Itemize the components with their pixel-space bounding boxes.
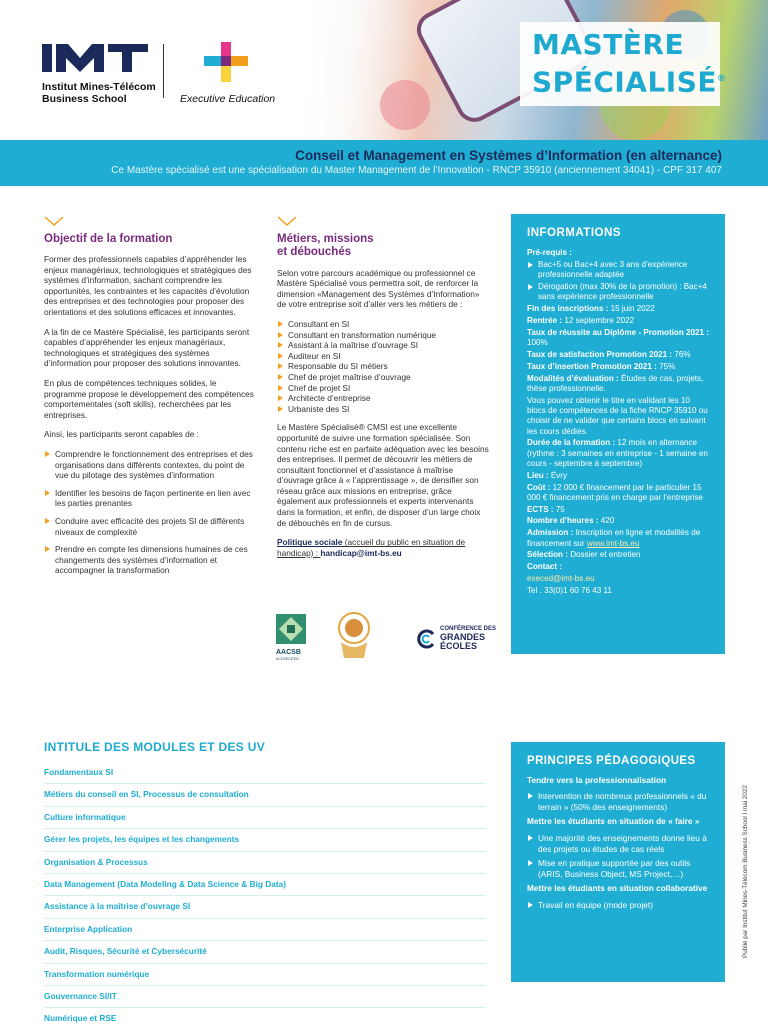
fin-inscriptions: Fin des inscriptions : 15 juin 2022 — [527, 304, 655, 314]
title-line2: SPÉCIALISÉ® — [532, 65, 727, 99]
prerequis-label: Pré-requis : — [527, 248, 572, 258]
rentree: Rentrée : 12 septembre 2022 — [527, 316, 635, 326]
modalites-evaluation: Modalités d’évaluation : Études de cas, projets, thèse professionnelle. — [527, 373, 704, 393]
objectif-list — [44, 449, 258, 576]
list-item: Chef de projet maîtrise d’ouvrage — [277, 372, 489, 383]
executive-education-icon — [204, 42, 248, 82]
principes-list-2 — [527, 833, 709, 879]
objectif-paragraph-4: Ainsi, les participants seront capables de : — [44, 429, 199, 440]
metiers-section — [277, 216, 489, 567]
module-row: Gouvernance SI/IT — [44, 986, 486, 1008]
aacsb-logo: AACSB ACCREDITED — [276, 614, 306, 660]
duree-formation: Durée de la formation : 12 mois en alternance (rythme : 3 semaines en entreprise - 1 semaine en cours - septembre à septembre) — [527, 438, 708, 468]
module-row: Fondamentaux SI — [44, 762, 486, 784]
contact-label: Contact : — [527, 562, 563, 572]
cge-logo: CONFÉRENCE DES GRANDES ÉCOLES — [416, 626, 496, 651]
module-row: Culture informatique — [44, 807, 486, 829]
list-item: Chef de projet SI — [277, 383, 489, 394]
list-item: Travail en équipe (mode projet) — [527, 900, 709, 911]
list-item: Responsable du SI métiers — [277, 361, 489, 372]
taux-reussite: Taux de réussite au Diplôme - Promotion 2021 : 100% — [527, 327, 710, 348]
program-type-title — [520, 22, 727, 106]
module-row: Numérique et RSE — [44, 1008, 486, 1024]
informations-box — [511, 214, 725, 654]
list-item: Bac+5 ou Bac+4 avec 3 ans d’expérience professionnelle adaptée — [527, 260, 709, 281]
taux-satisfaction: Taux de satisfaction Promotion 2021 : 76% — [527, 349, 691, 359]
objectif-section — [44, 216, 258, 584]
ects: ECTS : 75 — [527, 504, 565, 514]
module-row: Gérer les projets, les équipes et les changements — [44, 829, 486, 851]
cge-icon — [416, 629, 436, 649]
list-item: Identifier les besoins de façon pertinente en lien avec les parties prenantes — [44, 488, 258, 509]
nombre-heures: Nombre d’heures : 420 — [527, 516, 615, 526]
principes-list-3 — [527, 900, 709, 911]
header — [0, 0, 768, 140]
metiers-title: Métiers, missions et débouchés — [277, 232, 374, 259]
accreditation-logos — [276, 604, 501, 666]
informations-title: INFORMATIONS — [527, 227, 621, 239]
executive-education-logo — [180, 42, 275, 105]
imt-logo-line1: Institut Mines-Télécom — [42, 81, 156, 93]
program-banner — [0, 140, 768, 186]
prerequis-list — [527, 260, 709, 302]
taux-insertion: Taux d’insertion Promotion 2021 : 75% — [527, 361, 676, 371]
principes-list-1 — [527, 791, 709, 812]
objectif-paragraph-1: Former des professionnels capables d’appréhender les enjeux managériaux, technologiques et stratégiques des systèmes d’information, sachant comprendre les opportunités, les contraintes et les capacités d’évolution des entreprises et des technologies pour proposer des orientations et des solutions efficaces et innovantes. — [44, 254, 252, 318]
module-row: Enterprise Application — [44, 919, 486, 941]
modules-section — [44, 740, 486, 1024]
handicap-email-link[interactable]: handicap@imt-bs.eu — [320, 547, 402, 558]
module-row: Assistance à la maîtrise d’ouvrage SI — [44, 896, 486, 918]
aacsb-icon — [276, 614, 306, 644]
module-row: Data Management (Data Modeling & Data Science & Big Data) — [44, 874, 486, 896]
publication-note: Publié par Institut Mines-Télécom Business School I mai 2022 — [742, 785, 749, 958]
contact-tel: Tel . 33(0)1 60 76 43 11 — [527, 585, 612, 595]
logo-separator — [163, 44, 164, 98]
principes-heading-1: Tendre vers la professionnalisation — [527, 774, 667, 785]
objectif-paragraph-2: A la fin de ce Mastère Spécialisé, les participants seront capables d’appréhender les enjeux managériaux, technologiques et stratégiques des systèmes d’information pour proposer des solutions innovantes. — [44, 326, 250, 369]
list-item: Conduire avec efficacité des projets SI de différents niveaux de complexité — [44, 516, 258, 537]
blocs-competences: Vous pouvez obtenir le titre en validant les 10 blocs de compétences de la fiche RNCP 35910 ou choisir de ne valider que certains blocs en suivant les cours dédiés. — [527, 395, 708, 436]
principes-title: PRINCIPES PÉDAGOGIQUES — [527, 755, 696, 767]
imt-logo — [42, 44, 156, 105]
principes-heading-3: Mettre les étudiants en situation collaborative — [527, 883, 708, 894]
lieu: Lieu : Évry — [527, 470, 568, 480]
selection: Sélection : Dossier et entretien — [527, 550, 641, 560]
list-item: Intervention de nombreux professionnels « du terrain » (50% des enseignements) — [527, 791, 709, 812]
list-item: Consultant en transformation numérique — [277, 330, 489, 341]
principes-heading-2: Mettre les étudiants en situation de « faire » — [527, 816, 700, 827]
list-item: Dérogation (max 30% de la promotion) : Bac+4 sans expérience professionnelle — [527, 282, 709, 303]
objectif-paragraph-3: En plus de compétences techniques solides, le programme propose le développement des compétences comportementales (soft skills), recherchées par les entreprises. — [44, 378, 254, 420]
website-link[interactable]: www.imt-bs.eu — [586, 538, 640, 548]
principes-box — [511, 742, 725, 982]
module-row: Transformation numérique — [44, 964, 486, 986]
title-line1: MASTÈRE — [532, 28, 685, 62]
chevron-down-icon — [44, 216, 64, 226]
executive-education-label: Executive Education — [180, 93, 276, 105]
list-item: Prendre en compte les dimensions humaines de ces changements des systèmes d’information et accompagner la transformation — [44, 544, 258, 576]
contact-email-link[interactable]: execed@imt-bs.eu — [527, 573, 595, 583]
list-item: Urbaniste des SI — [277, 404, 489, 415]
list-item: Mise en pratique supportée par des outils (ARIS, Business Object, MS Project,…) — [527, 858, 709, 879]
module-row: Métiers du conseil en SI, Processus de consultation — [44, 784, 486, 806]
list-item: Comprendre le fonctionnement des entreprises et des organisations dans différents contextes, du point de vue du pilotage des systèmes d’information — [44, 449, 258, 481]
politique-sociale: Politique sociale (accueil du public en situation de handicap) : handicap@imt-bs.eu — [277, 537, 466, 558]
list-item: Consultant en SI — [277, 319, 489, 330]
metiers-paragraph-2: Le Mastère Spécialisé® CMSI est une excellente opportunité de suivre une formation spécialisée. Son contenu riche est en parfaite adéquation avec les besoins des entreprises. Il permet de découvrir les métiers de consultant fonctionnel et d’assistance à maîtrise d’ouvrage grâce à « l’apprentissage », de densifier son réseau grâce aux missions en entreprise, grâce également aux professionnels et experts intervenants dans la formation, et enfin, de disposer d’un large choix de débouchés en fin de cursus. — [277, 422, 489, 528]
list-item: Une majorité des enseignements donne lieu à des projets ou études de cas réels — [527, 833, 709, 854]
metiers-list — [277, 319, 489, 414]
cout: Coût : 12 000 € financement par le particulier 15 000 € financement pris en charge par l’entreprise — [527, 482, 703, 502]
chevron-down-icon — [277, 216, 297, 226]
award-logo — [336, 606, 372, 664]
imt-logo-mark — [42, 44, 148, 72]
module-row: Audit, Risques, Sécurité et Cybersécurité — [44, 941, 486, 963]
list-item: Assistant à la maîtrise d’ouvrage SI — [277, 340, 489, 351]
list-item: Auditeur en SI — [277, 351, 489, 362]
module-row: Organisation & Processus — [44, 852, 486, 874]
program-title: Conseil et Management en Systèmes d’Information (en alternance) — [295, 148, 722, 163]
admission: Admission : Inscription en ligne et modalités de financement sur www.imt-bs.eu — [527, 528, 701, 548]
objectif-title: Objectif de la formation — [44, 232, 173, 245]
modules-title: INTITULE DES MODULES ET DES UV — [44, 740, 266, 754]
imt-logo-line2: Business School — [42, 93, 127, 105]
metiers-intro: Selon votre parcours académique ou professionnel ce Mastère Spécialisé vous permettra soit, de renforcer la dimension «Management des Systèmes d’Information» de votre entreprise soit d’aller vers les métiers de : — [277, 267, 480, 310]
program-subtitle: Ce Mastère spécialisé est une spécialisation du Master Management de l’Innovation - RNCP 35910 (anciennement 34041) - CPF 317 407 — [111, 165, 722, 176]
list-item: Architecte d’entreprise — [277, 393, 489, 404]
